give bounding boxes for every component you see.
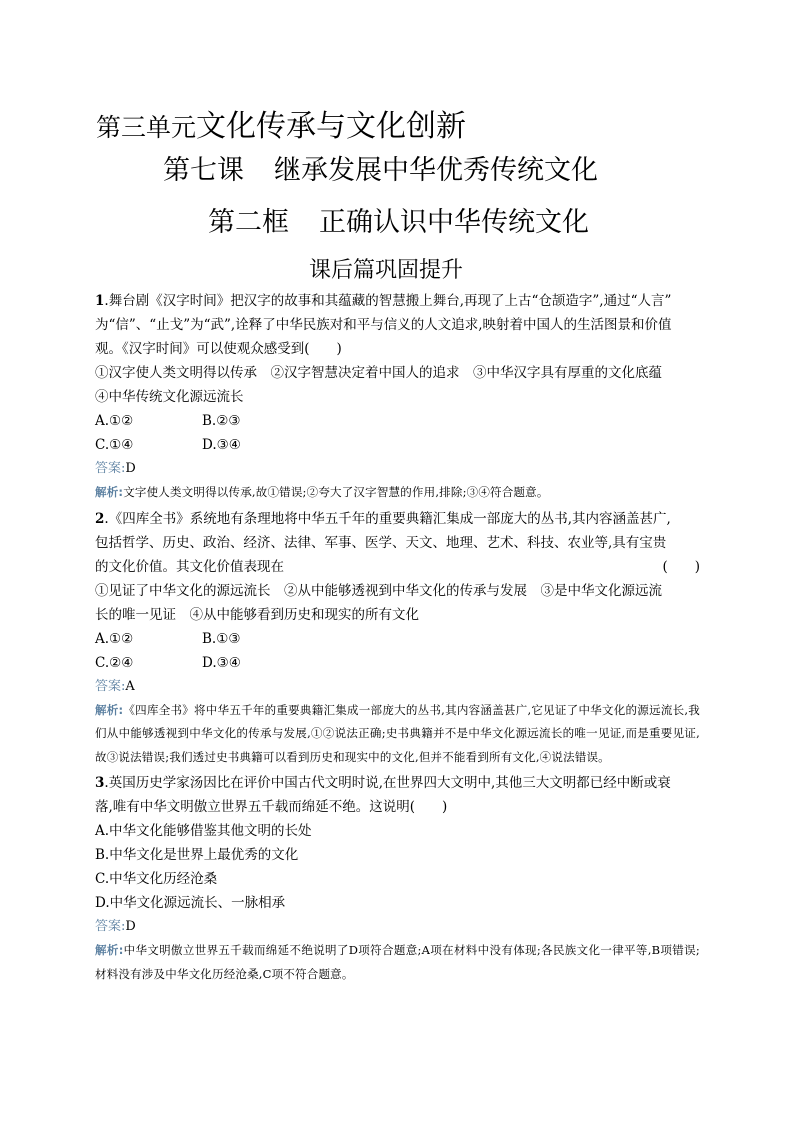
- statement-line: ①汉字使人类文明得以传承 ②汉字智慧决定着中国人的追求 ③中华汉字具有厚重的文化底蕴: [95, 365, 662, 381]
- question-stem-line: 为“信”、“止戈”为“武”,诠释了中华民族对和平与信义的人文追求,映射着中国人的生活图景和价值: [95, 317, 672, 333]
- question-number: 3: [95, 775, 105, 791]
- option-d: D.③④: [202, 437, 241, 453]
- question-stem-line: 3.英国历史学家汤因比在评价中国古代文明时说,在世界四大文明中,其他三大文明都已经中断或衰: [95, 775, 671, 791]
- question-stem-line: 2.《四库全书》系统地有条理地将中华五千年的重要典籍汇集成一部庞大的丛书,其内容涵盖甚广,: [95, 510, 671, 527]
- explanation: [95, 481, 700, 505]
- answer-value: A: [125, 678, 135, 694]
- explanation-text: 《四库全书》将中华五千年的重要典籍汇集成一部庞大的丛书,其内容涵盖甚广,它见证了中华文化的源远流长,我们从中能够透视到中华文化的传承与发展,①②说法正确;史书典籍并不是中华文化源远流长的唯一见证,而是重要见证,故③说法错误;我们透过史书典籍可以看到历史和现实中的文化,但并不能看到所有文化,④说法错误。: [95, 702, 700, 764]
- answer-line: [95, 675, 700, 699]
- unit-name: 文化传承与文化创新: [196, 109, 467, 144]
- question-stem-line: 1.舞台剧《汉字时间》把汉字的故事和其蕴藏的智慧搬上舞台,再现了上古“仓颉造字”,通过“人言”: [95, 293, 672, 309]
- option-a: A.中华文化能够借鉴其他文明的长处: [95, 823, 312, 839]
- answer-label: 答案:: [95, 678, 126, 694]
- option-d: D.③④: [202, 654, 241, 671]
- option-b: B.①③: [202, 630, 241, 647]
- option-a: A.①②: [95, 630, 134, 647]
- question-stem-line: 包括哲学、历史、政治、经济、法律、军事、医学、天文、地理、艺术、科技、农业等,具有宝贵: [95, 534, 667, 551]
- question-stem-line: 的文化价值。其文化价值表现在 ( ): [95, 555, 700, 579]
- statement-line: ①见证了中华文化的源远流长 ②从中能够透视到中华文化的传承与发展 ③是中华文化源远流: [95, 582, 662, 599]
- unit-title: [96, 101, 466, 145]
- explanation-label: 解析:: [95, 943, 124, 957]
- statement-line: 长的唯一见证 ④从中能够看到历史和现实的所有文化: [95, 606, 419, 623]
- section-number: 第二框: [208, 207, 289, 238]
- subtitle: 课后篇巩固提升: [309, 258, 464, 283]
- option-c: C.①④: [95, 437, 134, 453]
- explanation: [95, 939, 700, 986]
- question-stem-line: 落,唯有中华文明傲立世界五千载而绵延不绝。这说明( ): [95, 799, 448, 815]
- explanation: [95, 699, 700, 770]
- option-row: [95, 651, 700, 675]
- option-b: B.②③: [202, 413, 241, 429]
- explanation-label: 解析:: [95, 485, 124, 499]
- question-stem-line: 观。《汉字时间》可以使观众感受到( ): [95, 341, 342, 357]
- option-c: C.②④: [95, 654, 134, 671]
- question-number: 1: [95, 293, 105, 309]
- answer-label: 答案:: [95, 461, 126, 476]
- explanation-text: 文字使人类文明得以传承,故①错误;②夸大了汉字智慧的作用,排除;③④符合题意。: [123, 485, 549, 499]
- answer-line: [95, 457, 700, 481]
- option-d: D.中华文化源远流长、一脉相承: [95, 895, 286, 911]
- explanation-text: 中华文明傲立世界五千载而绵延不绝说明了D项符合题意;A项在材料中没有体现;各民族文化一律平等,B项错误;材料没有涉及中华文化历经沧桑,C项不符合题意。: [95, 943, 700, 981]
- answer-value: D: [125, 919, 136, 934]
- explanation-label: 解析:: [95, 702, 124, 717]
- question-2: [95, 507, 700, 770]
- question-number: 2: [95, 510, 105, 527]
- option-c: C.中华文化历经沧桑: [95, 871, 218, 887]
- question-3: [95, 771, 700, 986]
- question-1: [95, 289, 700, 505]
- lesson-number: 第七课: [163, 155, 244, 186]
- answer-value: D: [125, 461, 136, 476]
- lesson-title: [163, 148, 598, 187]
- question-list: [95, 289, 700, 988]
- section-title: [208, 200, 589, 239]
- answer-line: [95, 915, 700, 939]
- option-a: A.①②: [95, 413, 134, 429]
- answer-paren: ( ): [662, 558, 700, 575]
- option-b: B.中华文化是世界上最优秀的文化: [95, 847, 299, 863]
- option-row: [95, 433, 700, 457]
- option-row: [95, 627, 700, 651]
- answer-label: 答案:: [95, 919, 126, 934]
- unit-prefix: 第三单元: [96, 113, 197, 142]
- statement-line: ④中华传统文化源远流长: [95, 389, 244, 405]
- lesson-name: 继承发展中华优秀传统文化: [274, 155, 598, 186]
- option-row: [95, 409, 700, 433]
- section-name: 正确认识中华传统文化: [319, 207, 589, 238]
